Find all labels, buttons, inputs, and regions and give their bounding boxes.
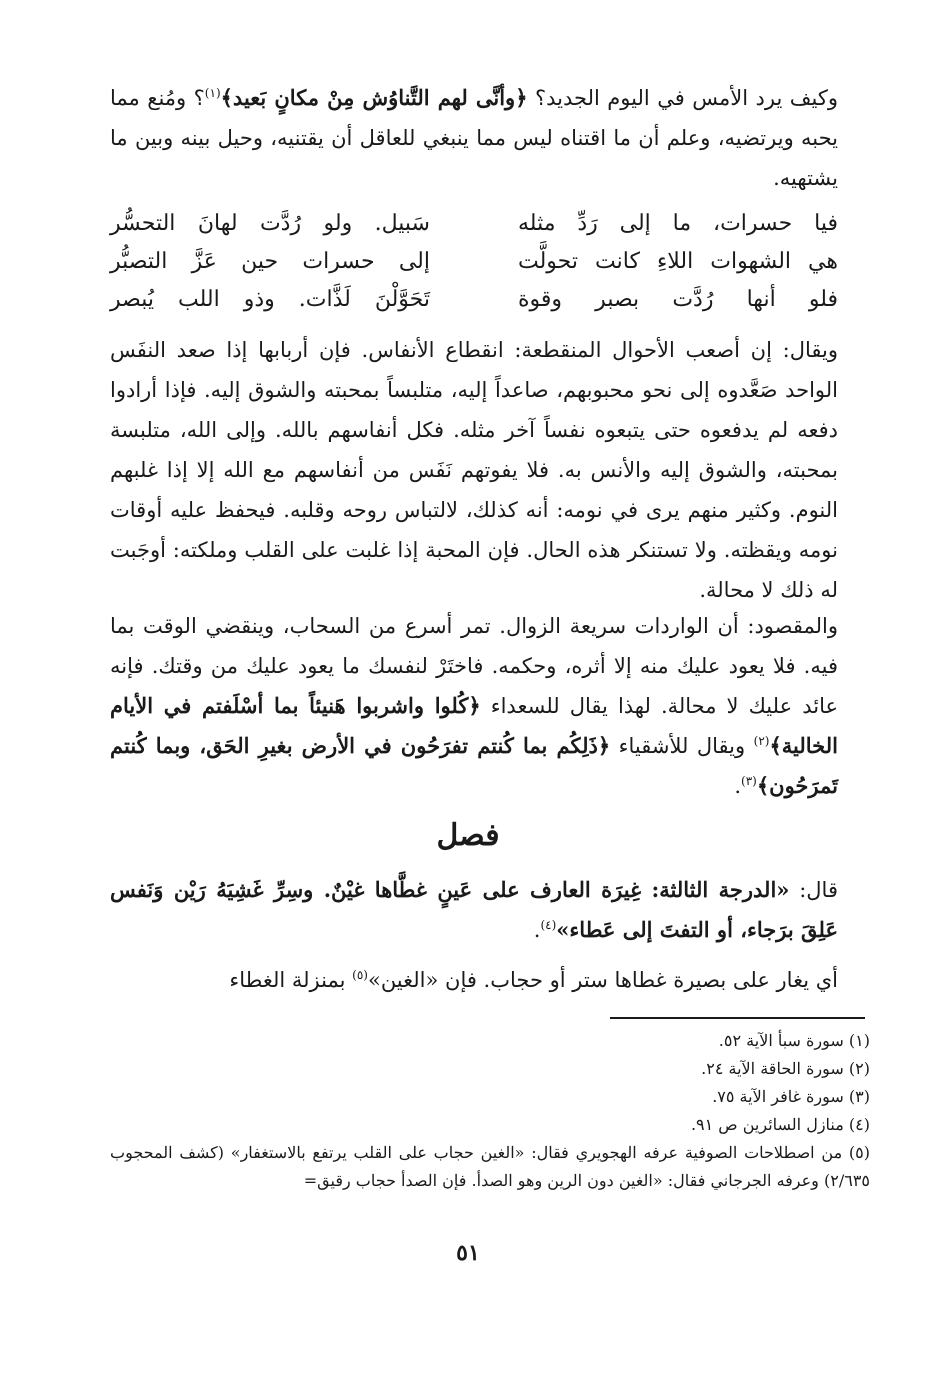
poem [110, 205, 838, 319]
verse-second-half: تَحَوَّلْنَ لَذَّات. وذو اللب يُبصر [110, 287, 430, 312]
footnote-ref: (٤) [540, 918, 557, 932]
footnote-ref: (٥) [352, 968, 368, 982]
quran-quote: ﴿ذَلِكُم بما كُنتم تفرَحُون في الأرض بغيرِ الحَق، وبما كُنتم تَمرَحُون﴾ [110, 733, 838, 798]
poem-verse [110, 205, 838, 243]
verse-second-half: سَبيل. ولو رُدَّت لهانَ التحسُّر [110, 211, 430, 236]
verse-first-half: فيا حسرات، ما إلى رَدِّ مثله [518, 211, 838, 236]
footnote-ref: (١) [204, 86, 221, 100]
verse-first-half: هي الشهوات اللاءِ كانت تحولَّت [518, 249, 838, 274]
quoted-text: «الدرجة الثالثة: غِيرَة العارف على عَينٍ غطَّاها غيْنٌ. وسِرِّ غَشِيَهُ رَيْن وَنَفس عَلِقَ برَجاء، أو التفتَ إلى عَطاء» [110, 877, 838, 942]
footnote-2: (٢) سورة الحاقة الآية ٢٤. [701, 1059, 870, 1078]
poem-verse [110, 243, 838, 281]
text: . [734, 774, 742, 798]
paragraph-1 [110, 78, 838, 198]
text: . [533, 918, 541, 942]
footnote-1: (١) سورة سبأ الآية ٥٢. [718, 1031, 870, 1050]
text: ويقال للأشقياء [610, 734, 754, 758]
text: أي يغار على بصيرة غطاها ستر أو حجاب. فإن «الغين» [367, 968, 838, 992]
footnotes [110, 1027, 870, 1195]
footnote-ref: (٢) [753, 734, 770, 748]
paragraph-4 [110, 870, 838, 950]
paragraph-5 [110, 960, 838, 1000]
footnote-5: (٥) من اصطلاحات الصوفية عرفه الهجويري فقال: «الغين حجاب على القلب يرتفع بالاستغفار» (كشف المحجوب ٢/٦٣٥) وعرفه الجرجاني فقال: «الغين دون الرين وهو الصدأ. فإن الصدأ حجاب رقيق= [110, 1143, 870, 1190]
paragraph-3 [110, 606, 838, 806]
verse-first-half: فلو أنها رُدَّت بصبر وقوة [518, 287, 838, 312]
quran-quote: ﴿وأنَّى لهم التَّناوُش مِنْ مكانٍ بَعيد﴾ [220, 85, 528, 110]
paragraph-2: ويقال: إن أصعب الأحوال المنقطعة: انقطاع الأنفاس. فإن أربابها إذا صعد النفَس الواحد صَعَّدوه إلى نحو محبوبهم، صاعداً إليه، متلبساً بمحبته والشوق إليه. فإذا أرادوا دفعه لم يدفعوه حتى يتبعوه نفساً آخر مثله. فكل أنفاسهم بالله. وإلى الله، متلبسة بمحبته، والشوق إليه والأنس به. فلا يفوتهم نَفَس من أنفاسهم مع الله إلا إذا غلبهم النوم. وكثير منهم يرى في نومه: أنه كذلك، لالتباس روحه وقلبه. فيحفظ عليه أوقات نومه ويقظته. ولا تستنكر هذه الحال. فإن المحبة إذا غلبت على القلب وملكته: أوجَبت له ذلك لا محالة. [110, 338, 838, 602]
footnote-separator [610, 1017, 865, 1019]
footnote-3: (٣) سورة غافر الآية ٧٥. [712, 1087, 870, 1106]
poem-verse [110, 281, 838, 319]
text: والمقصود: أن الواردات سريعة الزوال. تمر أسرع من السحاب، وينقضي الوقت بما فيه. فلا يعود عليك منه إلا أثره، وحكمه. فاختَرْ لنفسك ما يعود عليك من وقتك. فإنه عائد عليك لا محالة. لهذا يقال للسعداء [110, 614, 838, 718]
page-number: ٥١ [456, 1240, 480, 1266]
text: ؟ ومُنع مما يحبه ويرتضيه، وعلم أن ما اقتناه ليس مما ينبغي للعاقل أن يقتنيه، وحيل بينه وبين ما يشتهيه. [110, 86, 838, 190]
footnote-ref: (٣) [741, 774, 757, 788]
section-heading: فصل [436, 818, 500, 853]
verse-second-half: إلى حسرات حين عَزَّ التصبُّر [110, 249, 430, 274]
text: بمنزلة الغطاء [229, 968, 353, 992]
text: وكيف يرد الأمس في اليوم الجديد؟ [527, 86, 839, 110]
footnote-4: (٤) منازل السائرين ص ٩١. [690, 1115, 870, 1134]
quran-quote: ﴿كُلوا واشربوا هَنيئاً بما أسْلَفتم في الأيام الخالية﴾ [110, 693, 838, 758]
text: قال: [789, 878, 838, 902]
